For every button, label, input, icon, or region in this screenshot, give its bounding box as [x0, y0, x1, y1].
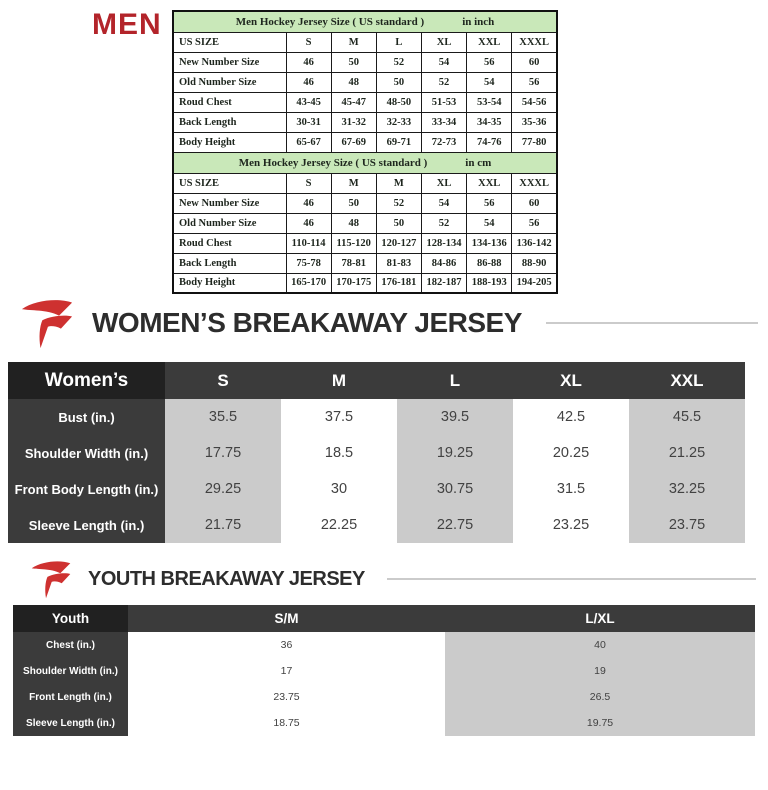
table-cell: 48-50 — [376, 92, 421, 112]
womens-size-table — [8, 362, 745, 543]
table-cell: 176-181 — [376, 273, 421, 293]
table-cell: 30-31 — [286, 112, 331, 132]
column-header: XXXL — [512, 173, 557, 193]
corner-header: Women’s — [8, 362, 165, 399]
table-cell: 23.25 — [513, 507, 629, 543]
row-label: Bust (in.) — [8, 399, 165, 435]
table-row — [173, 213, 557, 233]
table-cell: 54-56 — [512, 92, 557, 112]
table-cell: 18.5 — [281, 435, 397, 471]
table-cell: 48 — [331, 72, 376, 92]
table-row — [8, 471, 745, 507]
table-cell: 170-175 — [331, 273, 376, 293]
table-row — [173, 72, 557, 92]
men-size-table-body — [173, 11, 557, 293]
table-cell: 50 — [331, 193, 376, 213]
table-cell: 69-71 — [376, 132, 421, 152]
table-cell: 22.75 — [397, 507, 513, 543]
table-cell: 52 — [421, 72, 466, 92]
table-cell: 35.5 — [165, 399, 281, 435]
men-table-section-header — [173, 152, 557, 173]
table-cell: 19.75 — [445, 710, 755, 736]
table-cell: 51-53 — [421, 92, 466, 112]
table-cell: 23.75 — [128, 684, 445, 710]
table-row — [173, 253, 557, 273]
table-cell: 52 — [376, 52, 421, 72]
table-cell: 194-205 — [512, 273, 557, 293]
column-header: L — [376, 32, 421, 52]
table-cell: 54 — [421, 52, 466, 72]
column-header: L/XL — [585, 611, 615, 626]
table-row — [8, 399, 745, 435]
table-cell: 77-80 — [512, 132, 557, 152]
row-label: Old Number Size — [173, 213, 286, 233]
table-cell: 50 — [376, 213, 421, 233]
table-row — [173, 112, 557, 132]
table-cell: 56 — [467, 52, 512, 72]
row-label: Shoulder Width (in.) — [8, 435, 165, 471]
column-header: S — [286, 32, 331, 52]
table-cell: 46 — [286, 213, 331, 233]
column-header: S/M — [274, 611, 299, 626]
table-cell: 115-120 — [331, 233, 376, 253]
table-cell: 45-47 — [331, 92, 376, 112]
men-table-section-header-row — [173, 11, 557, 32]
table-cell: 17.75 — [165, 435, 281, 471]
table-cell: 188-193 — [467, 273, 512, 293]
table-cell: 45.5 — [629, 399, 745, 435]
table-row — [8, 435, 745, 471]
section-unit: in cm — [465, 156, 492, 169]
table-row — [173, 132, 557, 152]
table-cell: 88-90 — [512, 253, 557, 273]
table-header-row — [8, 362, 745, 399]
youth-section-heading: YOUTH BREAKAWAY JERSEY — [88, 567, 365, 590]
table-cell: 17 — [128, 658, 445, 684]
section-unit: in inch — [462, 15, 495, 28]
row-label: Front Length (in.) — [13, 684, 128, 710]
table-cell: 40 — [445, 632, 755, 658]
column-header: XXL — [670, 370, 704, 390]
table-cell: 48 — [331, 213, 376, 233]
column-header: S — [217, 370, 229, 390]
table-cell: 46 — [286, 72, 331, 92]
row-label: Chest (in.) — [13, 632, 128, 658]
row-label: Back Length — [173, 253, 286, 273]
table-row — [13, 684, 755, 710]
row-label: US SIZE — [173, 32, 286, 52]
table-cell: 84-86 — [421, 253, 466, 273]
table-cell: 21.25 — [629, 435, 745, 471]
table-row — [173, 273, 557, 293]
table-cell: 46 — [286, 193, 331, 213]
row-label: New Number Size — [173, 52, 286, 72]
table-cell: 31-32 — [331, 112, 376, 132]
table-cell: 22.25 — [281, 507, 397, 543]
column-header: M — [331, 173, 376, 193]
table-cell: 54 — [421, 193, 466, 213]
table-cell: 42.5 — [513, 399, 629, 435]
table-cell: 110-114 — [286, 233, 331, 253]
table-row — [173, 193, 557, 213]
table-cell: 31.5 — [513, 471, 629, 507]
table-cell: 34-35 — [467, 112, 512, 132]
table-cell: 65-67 — [286, 132, 331, 152]
table-cell: 56 — [467, 193, 512, 213]
table-row — [173, 233, 557, 253]
table-header-row — [13, 605, 755, 632]
row-label: Sleeve Length (in.) — [8, 507, 165, 543]
table-cell: 56 — [512, 213, 557, 233]
table-cell: 50 — [376, 72, 421, 92]
row-label: Back Length — [173, 112, 286, 132]
table-cell: 19.25 — [397, 435, 513, 471]
table-cell: 30.75 — [397, 471, 513, 507]
table-cell: 75-78 — [286, 253, 331, 273]
table-cell: 21.75 — [165, 507, 281, 543]
table-cell: 120-127 — [376, 233, 421, 253]
column-header: S — [286, 173, 331, 193]
table-cell: 39.5 — [397, 399, 513, 435]
row-label: Body Height — [173, 273, 286, 293]
table-cell: 134-136 — [467, 233, 512, 253]
corner-header: Youth — [13, 605, 128, 632]
table-cell: 26.5 — [445, 684, 755, 710]
men-size-table — [172, 10, 558, 294]
table-cell: 18.75 — [128, 710, 445, 736]
column-header: M — [376, 173, 421, 193]
table-cell: 74-76 — [467, 132, 512, 152]
table-cell: 35-36 — [512, 112, 557, 132]
table-row — [173, 173, 557, 193]
row-label: Body Height — [173, 132, 286, 152]
table-cell: 67-69 — [331, 132, 376, 152]
section-title: Men Hockey Jersey Size ( US standard ) — [235, 15, 425, 28]
table-cell: 29.25 — [165, 471, 281, 507]
table-cell: 78-81 — [331, 253, 376, 273]
table-row — [13, 632, 755, 658]
row-label: Old Number Size — [173, 72, 286, 92]
table-cell: 43-45 — [286, 92, 331, 112]
men-section-title: MEN — [92, 8, 162, 41]
table-cell: 60 — [512, 193, 557, 213]
table-row — [13, 658, 755, 684]
table-cell: 165-170 — [286, 273, 331, 293]
table-cell: 32.25 — [629, 471, 745, 507]
table-cell: 60 — [512, 52, 557, 72]
column-header: XL — [421, 32, 466, 52]
column-header: L — [449, 370, 461, 390]
heading-divider-line — [546, 322, 758, 324]
fanatics-flag-logo-icon — [18, 297, 76, 349]
table-cell: 72-73 — [421, 132, 466, 152]
table-row — [8, 507, 745, 543]
men-table-section-header — [173, 11, 557, 32]
row-label: Front Body Length (in.) — [8, 471, 165, 507]
table-row — [173, 52, 557, 72]
youth-size-table — [13, 605, 755, 736]
table-cell: 20.25 — [513, 435, 629, 471]
table-cell: 53-54 — [467, 92, 512, 112]
column-header: XL — [560, 370, 582, 390]
column-header: M — [331, 370, 347, 390]
table-cell: 46 — [286, 52, 331, 72]
table-cell: 54 — [467, 213, 512, 233]
table-cell: 54 — [467, 72, 512, 92]
heading-divider-line — [387, 578, 756, 580]
table-cell: 33-34 — [421, 112, 466, 132]
men-table-section-header-row — [173, 152, 557, 173]
row-label: Roud Chest — [173, 233, 286, 253]
table-cell: 37.5 — [281, 399, 397, 435]
column-header: XXXL — [512, 32, 557, 52]
table-cell: 52 — [421, 213, 466, 233]
womens-section-heading: WOMEN’S BREAKAWAY JERSEY — [92, 307, 522, 338]
column-header: XL — [421, 173, 466, 193]
section-title: Men Hockey Jersey Size ( US standard ) — [238, 156, 428, 169]
table-cell: 23.75 — [629, 507, 745, 543]
table-cell: 56 — [512, 72, 557, 92]
column-header: M — [331, 32, 376, 52]
column-header: XXL — [467, 32, 512, 52]
table-cell: 19 — [445, 658, 755, 684]
row-label: New Number Size — [173, 193, 286, 213]
table-cell: 136-142 — [512, 233, 557, 253]
fanatics-flag-logo-icon — [28, 559, 74, 599]
table-cell: 50 — [331, 52, 376, 72]
table-row — [173, 32, 557, 52]
youth-heading-row — [28, 556, 756, 602]
table-row — [173, 92, 557, 112]
table-cell: 32-33 — [376, 112, 421, 132]
table-cell: 182-187 — [421, 273, 466, 293]
table-cell: 30 — [281, 471, 397, 507]
table-cell: 128-134 — [421, 233, 466, 253]
row-label: Roud Chest — [173, 92, 286, 112]
table-row — [13, 710, 755, 736]
row-label: Sleeve Length (in.) — [13, 710, 128, 736]
table-cell: 86-88 — [467, 253, 512, 273]
row-label: US SIZE — [173, 173, 286, 193]
column-header: XXL — [467, 173, 512, 193]
womens-heading-row — [18, 294, 758, 352]
row-label: Shoulder Width (in.) — [13, 658, 128, 684]
table-cell: 81-83 — [376, 253, 421, 273]
table-cell: 36 — [128, 632, 445, 658]
table-cell: 52 — [376, 193, 421, 213]
